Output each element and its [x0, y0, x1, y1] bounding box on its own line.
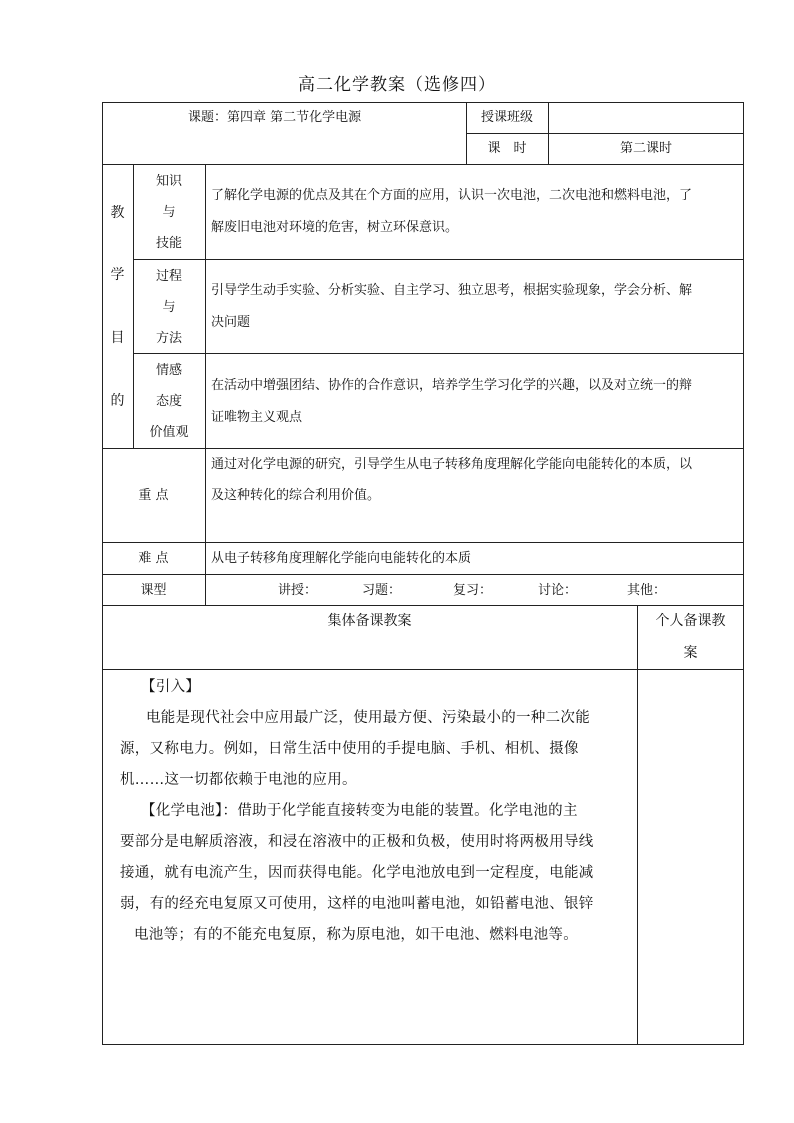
objective-label: 情感 [155, 363, 182, 378]
document-title: 高二化学教案（选修四） [298, 75, 496, 95]
lesson-type-option: 复习： [453, 583, 493, 598]
objective-label: 价值观 [149, 425, 189, 440]
objective-label: 态度 [155, 394, 182, 409]
objective-label: 知识 [155, 174, 182, 189]
objective-label: 与 [162, 205, 176, 220]
col-divider [205, 164, 206, 605]
personal-plan-header: 个人备课教 [655, 613, 726, 629]
objectives-side-char: 的 [110, 393, 125, 409]
intro-line: 机……这一切都依赖于电池的应用。 [120, 772, 357, 788]
key-points-text: 及这种转化的综合利用价值。 [211, 488, 381, 503]
intro-line: 电能是现代社会中应用最广泛，使用最方便、污染最小的一种二次能 [146, 710, 590, 726]
objectives-side-char: 目 [110, 330, 125, 346]
intro-heading: 【引入】 [141, 679, 201, 695]
row-divider [133, 259, 744, 260]
battery-line: 【化学电池】：借助于化学能直接转变为电能的装置。化学电池的主 [141, 803, 578, 819]
row-divider [102, 164, 744, 165]
objective-label: 方法 [155, 331, 182, 346]
difficulty-text: 从电子转移角度理解化学能向电能转化的本质 [211, 551, 472, 566]
collective-plan-header: 集体备课教案 [327, 613, 412, 629]
objective-text: 引导学生动手实验、分析实验、自主学习、独立思考，根据实验现象，学会分析、解 [211, 283, 693, 298]
battery-line: 电池等；有的不能充电复原，称为原电池，如干电池、燃料电池等。 [134, 927, 578, 943]
objective-label: 技能 [155, 236, 182, 251]
battery-line: 接通，就有电流产生，因而获得电能。化学电池放电到一定程度，电能减 [120, 865, 594, 881]
lesson-type-option: 讲授： [278, 583, 318, 598]
battery-line: 弱，有的经充电复原又可使用，这样的电池叫蓄电池，如铅蓄电池、银锌 [120, 896, 594, 912]
battery-line: 要部分是电解质溶液，和浸在溶液中的正极和负极，使用时将两极用导线 [120, 834, 594, 850]
lesson-type-option: 习题： [362, 583, 402, 598]
objective-label: 与 [162, 300, 176, 315]
objectives-side-char: 教 [110, 205, 125, 221]
col-divider [637, 605, 638, 1045]
lesson-type-option: 讨论： [538, 583, 578, 598]
objective-text: 在活动中增强团结、协作的合作意识，培养学生学习化学的兴趣，以及对立统一的辩 [211, 378, 693, 393]
row-divider [133, 353, 744, 354]
period-value: 第二课时 [619, 141, 672, 156]
key-points-text: 通过对化学电源的研究，引导学生从电子转移角度理解化学能向电能转化的本质，以 [211, 457, 693, 472]
objective-text: 了解化学电源的优点及其在个方面的应用，认识一次电池，二次电池和燃料电池，了 [211, 188, 693, 203]
difficulty-label: 难 点 [138, 551, 169, 566]
objectives-side-char: 学 [110, 267, 125, 283]
objective-text: 解废旧电池对环境的危害，树立环保意识。 [211, 220, 459, 235]
row-divider [102, 669, 744, 670]
personal-plan-header: 案 [683, 645, 698, 661]
key-points-label: 重 点 [138, 488, 169, 503]
intro-line: 源，又称电力。例如，日常生活中使用的手提电脑、手机、相机、摄像 [120, 741, 579, 757]
objective-text: 决问题 [211, 315, 251, 330]
objective-label: 过程 [155, 269, 182, 284]
topic-cell: 课题：第四章 第二节化学电源 [188, 110, 362, 125]
period-label: 课 时 [487, 141, 527, 156]
class-label: 授课班级 [480, 110, 533, 125]
lesson-type-label: 课型 [140, 583, 167, 598]
lesson-type-option: 其他： [627, 583, 667, 598]
objective-text: 证唯物主义观点 [211, 410, 303, 425]
